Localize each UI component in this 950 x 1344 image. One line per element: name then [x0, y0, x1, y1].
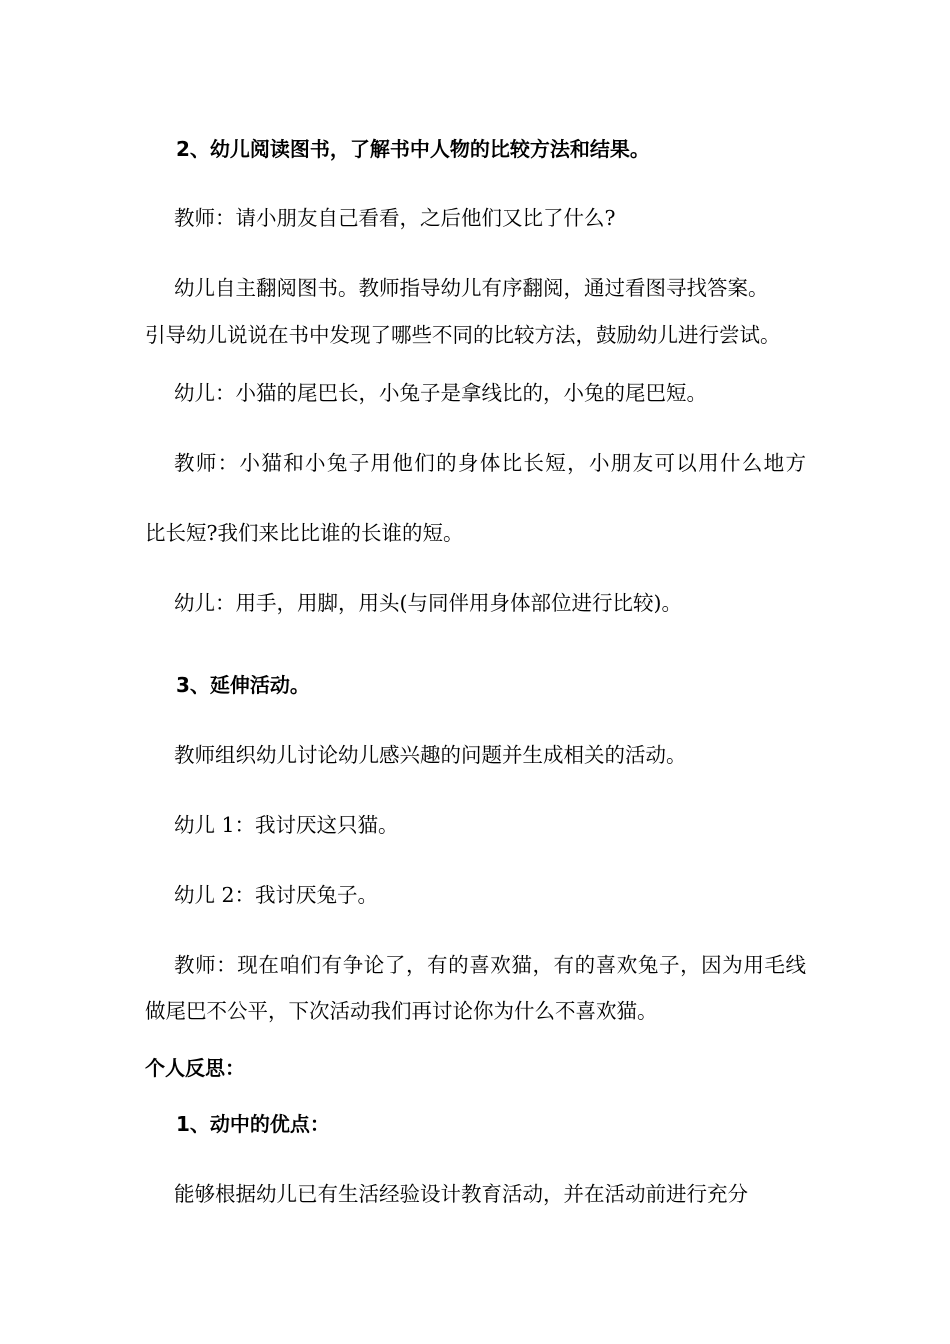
paragraph-children-reading-line1: 幼儿自主翻阅图书。教师指导幼儿有序翻阅，通过看图寻找答案。 — [174, 276, 769, 300]
paragraph-child-1: 幼儿 1：我讨厌这只猫。 — [174, 813, 399, 837]
section-heading-3: 3、延伸活动。 — [176, 673, 310, 697]
section-heading-1-advantages: 1、动中的优点： — [176, 1112, 330, 1136]
paragraph-teacher-dispute-line2: 做尾巴不公平，下次活动我们再讨论你为什么不喜欢猫。 — [145, 999, 658, 1023]
section-heading-2: 2、幼儿阅读图书，了解书中人物的比较方法和结果。 — [176, 137, 650, 161]
paragraph-teacher-body-line2: 比长短?我们来比比谁的长谁的短。 — [145, 521, 464, 545]
paragraph-teacher-body-line1: 教师：小猫和小兔子用他们的身体比长短，小朋友可以用什么地方 — [174, 451, 806, 475]
paragraph-child-2: 幼儿 2：我讨厌兔子。 — [174, 883, 379, 907]
paragraph-children-reading-line2: 引导幼儿说说在书中发现了哪些不同的比较方法，鼓励幼儿进行尝试。 — [145, 323, 781, 347]
reflection-heading: 个人反思： — [145, 1056, 245, 1080]
paragraph-teacher-organize: 教师组织幼儿讨论幼儿感兴趣的问题并生成相关的活动。 — [174, 743, 687, 767]
paragraph-teacher-dispute-line1: 教师：现在咱们有争论了，有的喜欢猫，有的喜欢兔子，因为用毛线 — [174, 953, 806, 977]
paragraph-teacher-question: 教师：请小朋友自己看看，之后他们又比了什么? — [174, 206, 616, 230]
paragraph-children-body-parts: 幼儿：用手，用脚，用头(与同伴用身体部位进行比较)。 — [174, 591, 682, 615]
paragraph-children-answer: 幼儿：小猫的尾巴长，小兔子是拿线比的，小兔的尾巴短。 — [174, 381, 707, 405]
paragraph-advantages: 能够根据幼儿已有生活经验设计教育活动，并在活动前进行充分 — [174, 1182, 748, 1206]
